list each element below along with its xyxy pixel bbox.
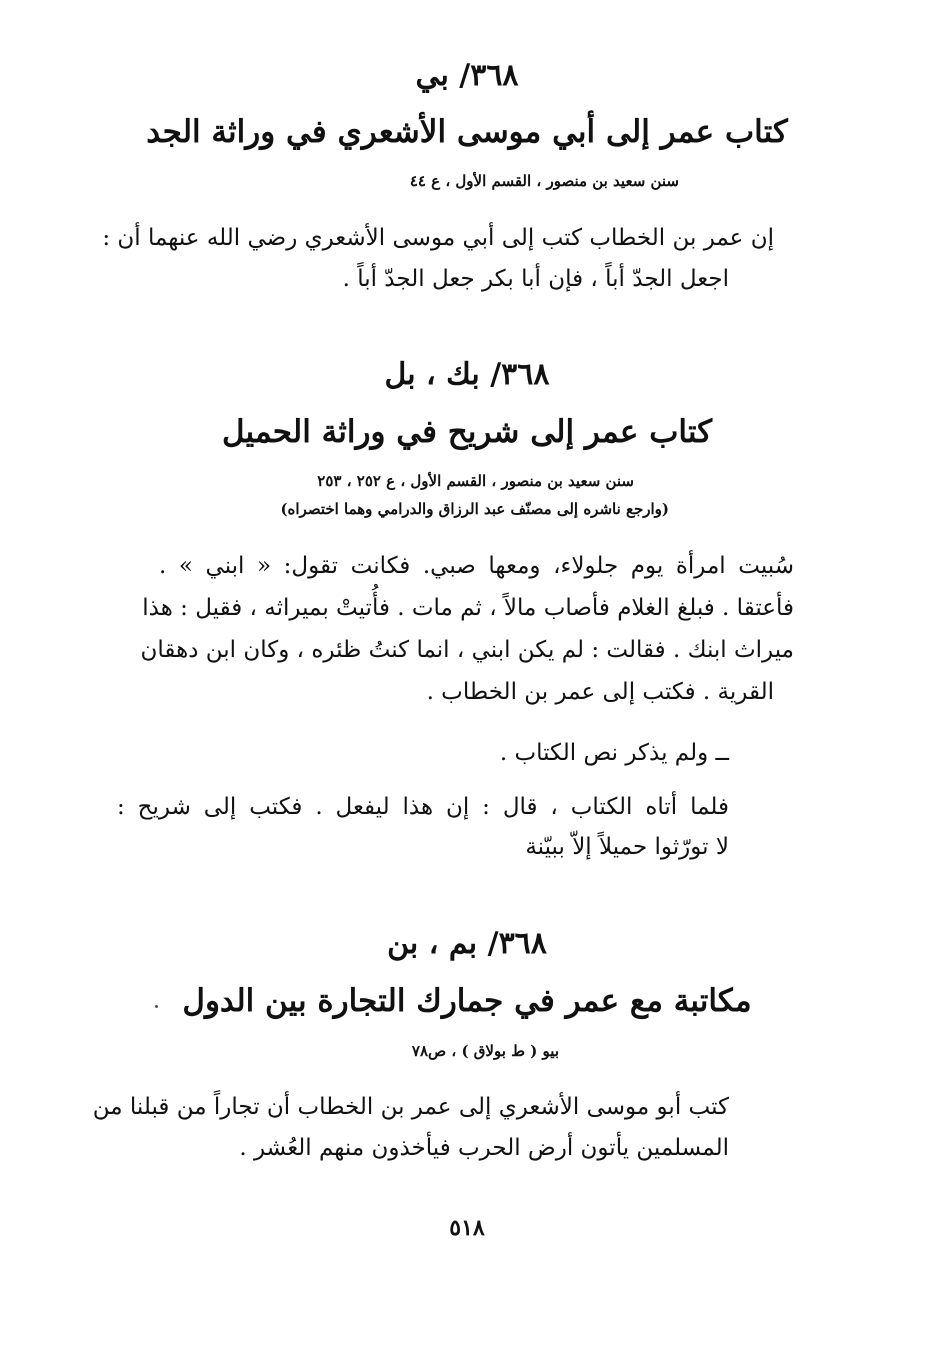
text-line: كتب أبو موسى الأشعري إلى عمر بن الخطاب أن تجاراً من قبلنا من <box>92 1094 729 1120</box>
text-line: ميراث ابنك . فقالت : لم يكن ابني ، انما كنتُ ظئره ، وكان ابن دهقان <box>140 637 794 663</box>
section-number: ٣٦٨/ بي <box>415 58 519 93</box>
section-source: بيو ( ط بولاق ) ، ص٧٨ <box>411 1042 559 1060</box>
text-line: فأعتقا . فبلغ الغلام فأصاب مالاً ، ثم مات . فأُتيتْ بميراثه ، فقيل : هذا <box>142 595 794 621</box>
section-title: كتاب عمر إلى شريح في وراثة الحميل <box>222 414 712 450</box>
text-line: فلما أتاه الكتاب ، قال : إن هذا ليفعل . فكتب إلى شريح : <box>117 794 730 820</box>
section-source: سنن سعيد بن منصور ، القسم الأول ، ع ٤٤ <box>409 172 679 190</box>
text-line: المسلمين يأتون أرض الحرب فيأخذون منهم العُشر . <box>239 1135 729 1161</box>
text-line: لا تورّثوا حميلاً إلاّ ببيّنة <box>525 834 729 860</box>
page-number: ٥١٨ <box>449 1215 485 1241</box>
section-source: سنن سعيد بن منصور ، القسم الأول ، ع ٢٥٢ ، ٢٥٣ <box>317 472 634 490</box>
text-line: إن عمر بن الخطاب كتب إلى أبي موسى الأشعري رضي الله عنهما أن : <box>102 225 774 251</box>
stray-mark <box>155 1005 158 1008</box>
section-number: ٣٦٨/ بك ، بل <box>384 357 550 392</box>
text-line: اجعل الجدّ أباً ، فإن أبا بكر جعل الجدّ أباً . <box>342 266 729 292</box>
text-line: القرية . فكتب إلى عمر بن الخطاب . <box>426 679 774 705</box>
text-line: ــ ولم يذكر نص الكتاب . <box>499 740 729 766</box>
section-number: ٣٦٨/ بم ، بن <box>387 926 547 961</box>
section-title: كتاب عمر إلى أبي موسى الأشعري في وراثة الجد <box>146 114 788 150</box>
section-source: (وارجع ناشره إلى مصنّف عبد الرزاق والدرامي وهما اختصراه) <box>280 500 669 518</box>
text-line: سُبيت امرأة يوم جلولاء، ومعها صبي. فكانت تقول: « ابني » . <box>159 553 794 579</box>
section-title: مكاتبة مع عمر في جمارك التجارة بين الدول <box>182 983 752 1019</box>
